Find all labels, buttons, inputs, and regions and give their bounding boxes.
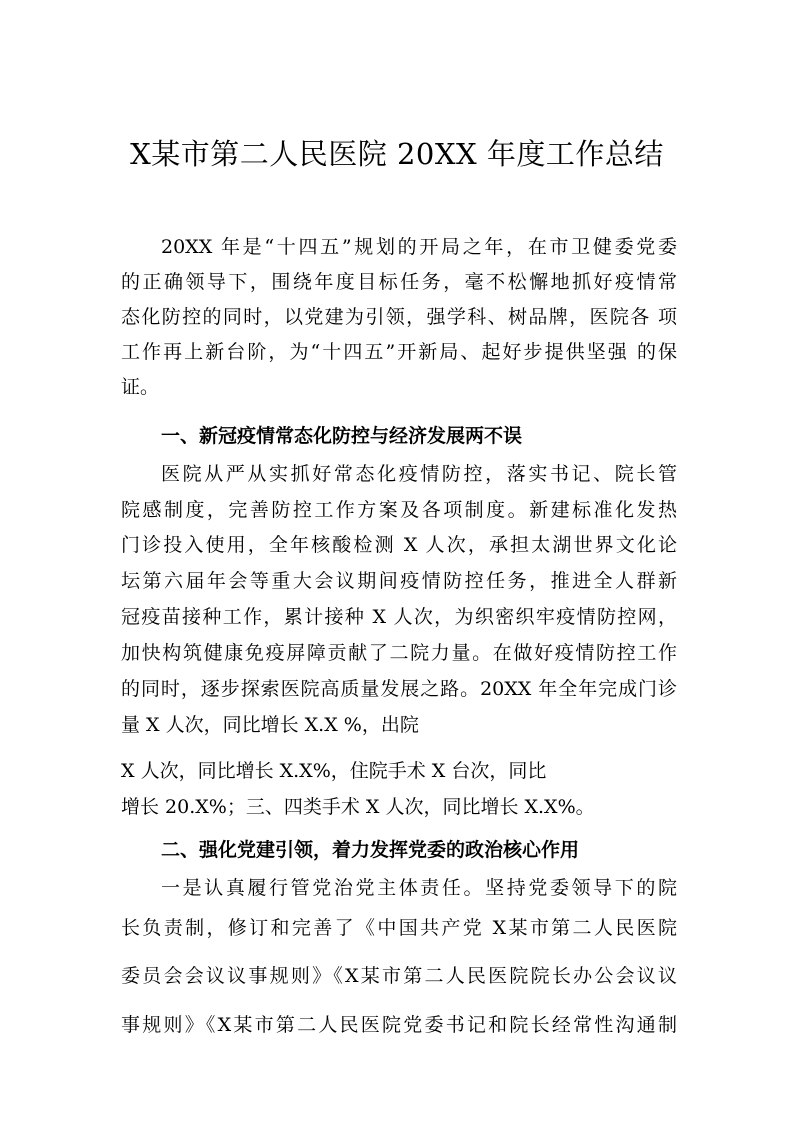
intro-line: 的正确领导下，围绕年度目标任务，毫不松懈地抓好疫情常 (121, 271, 677, 293)
document-title: X某市第二人民医院 20XX 年度工作总结 (130, 137, 664, 171)
section-heading: 二、强化党建引领，着力发挥党委的政治核心作用 (161, 839, 580, 861)
body-line: 委员会会议议事规则》《X某市第二人民医院院长办公会议议 (121, 965, 677, 987)
body-line: 门诊投入使用，全年核酸检测 X 人次，承担太湖世界文化论 (121, 534, 677, 556)
body-line: 长负责制，修订和完善了《中国共产党 X某市第二人民医院 (121, 917, 677, 939)
body-line: 一是认真履行管党治党主体责任。坚持党委领导下的院 (161, 877, 677, 899)
body-line: 量 X 人次，同比增长 X.X %，出院 (121, 714, 419, 736)
intro-line: 20XX 年是“十四五”规划的开局之年，在市卫健委党委 (161, 236, 677, 258)
body-line: 事规则》《X某市第二人民医院党委书记和院长经常性沟通制 (121, 1014, 677, 1036)
body-line: 冠疫苗接种工作，累计接种 X 人次，为织密织牢疫情防控网， (121, 606, 677, 628)
intro-line: 证。 (121, 376, 160, 398)
body-line: 的同时，逐步探索医院高质量发展之路。20XX 年全年完成门诊 (121, 678, 677, 700)
body-line: 坛第六届年会等重大会议期间疫情防控任务，推进全人群新 (121, 570, 677, 592)
section-heading: 一、新冠疫情常态化防控与经济发展两不误 (161, 425, 523, 447)
body-line: 院感制度，完善防控工作方案及各项制度。新建标准化发热 (121, 499, 677, 521)
body-line: 医院从严从实抓好常态化疫情防控，落实书记、院长管 (161, 463, 677, 485)
body-line: X 人次，同比增长 X.X%，住院手术 X 台次，同比 (121, 760, 547, 782)
body-line: 加快构筑健康免疫屏障贡献了二院力量。在做好疫情防控工作 (121, 642, 677, 664)
intro-line: 工作再上新台阶，为“十四五”开新局、起好步提供坚强 的保 (121, 341, 677, 363)
intro-line: 态化防控的同时，以党建为引领，强学科、树品牌，医院各 项 (121, 306, 677, 328)
body-line: 增长 20.X%；三、四类手术 X 人次，同比增长 X.X%。 (121, 796, 595, 818)
